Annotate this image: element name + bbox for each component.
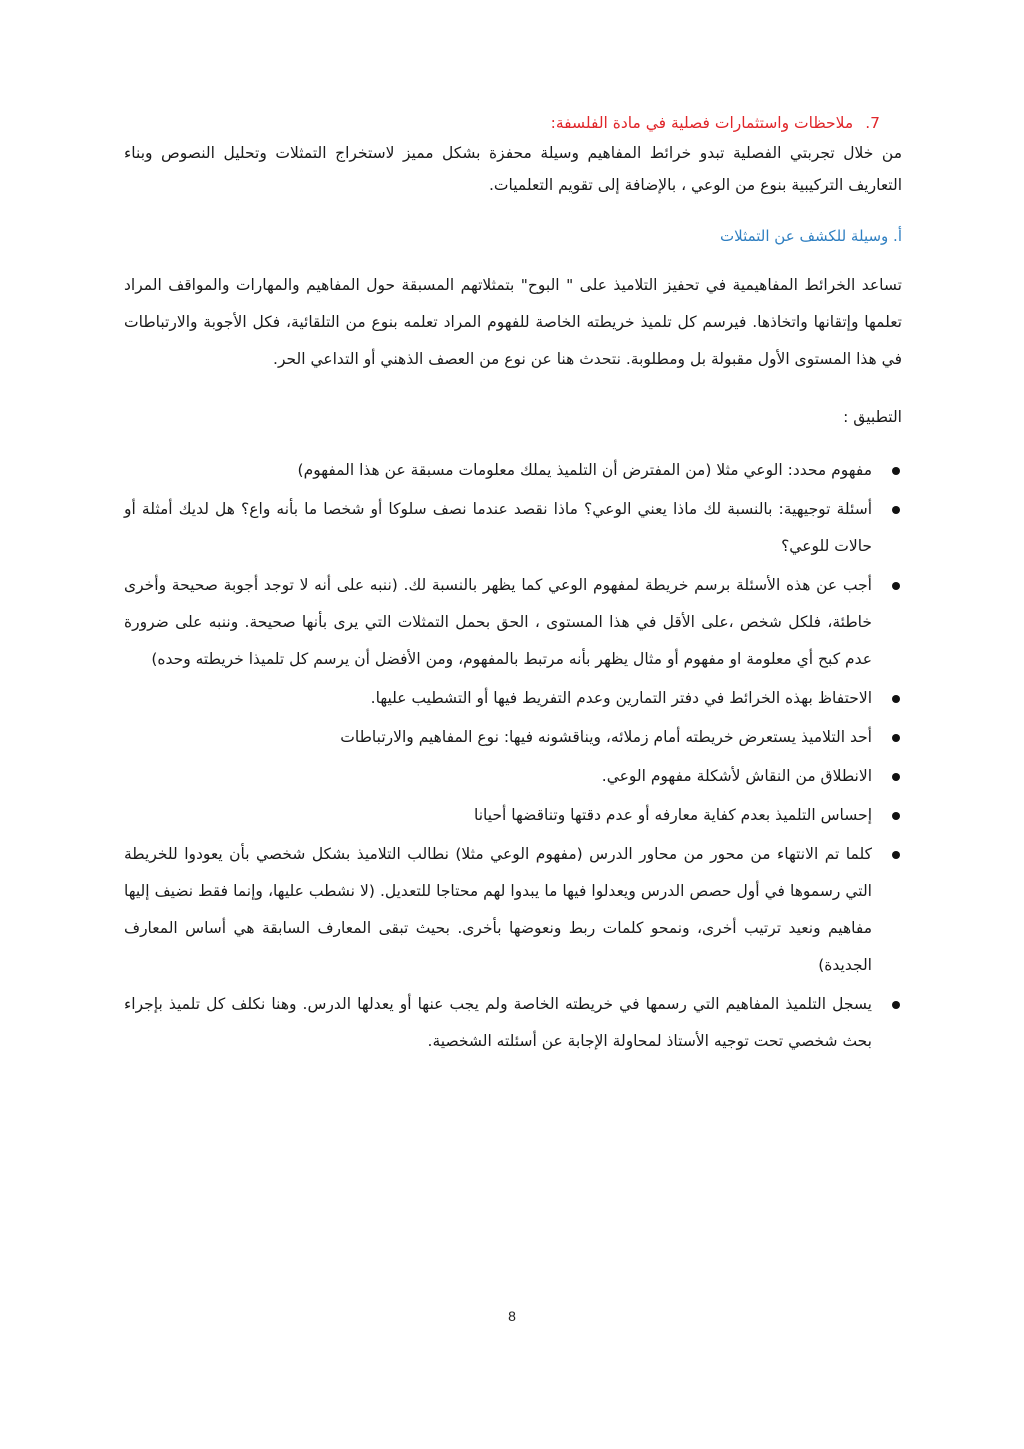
subsection-body-paragraph: تساعد الخرائط المفاهيمية في تحفيز التلاميذ على " البوح" بتمثلاتهم المسبقة حول المفاهيم والمهارات والمواقف المراد تعلمها وإتقانها واتخاذها. فيرسم كل تلميذ خريطته الخاصة للفهوم المراد تعلمه بنوع من التلقائية، فكل الأجوبة والارتباطات في هذا المستوى الأول مقبولة بل ومطلوبة. نتحدث هنا عن نوع من العصف الذهني أو التداعي الحر. (124, 276, 902, 368)
bullet-icon (892, 467, 900, 475)
bullet-icon (892, 851, 900, 859)
list-item (124, 491, 872, 565)
application-label: التطبيق : (843, 408, 902, 426)
bullet-icon (892, 734, 900, 742)
subsection-heading: أ. وسيلة للكشف عن التمثلات (720, 227, 902, 245)
list-item-text: إحساس التلميذ بعدم كفاية معارفه أو عدم دقتها وتناقضها أحيانا (474, 806, 872, 824)
list-item (124, 567, 872, 678)
bullet-icon (892, 506, 900, 514)
list-item (124, 680, 872, 717)
list-item (124, 719, 872, 756)
application-list (124, 452, 902, 1060)
list-item-text: يسجل التلميذ المفاهيم التي رسمها في خريطته الخاصة ولم يجب عنها أو يعدلها الدرس. وهنا نكلف كل تلميذ بإجراء بحث شخصي تحت توجيه الأستاذ لمحاولة الإجابة عن أسئلته الشخصية. (124, 995, 872, 1050)
list-item (124, 758, 872, 795)
list-item-text: مفهوم محدد: الوعي مثلا (من المفترض أن التلميذ يملك معلومات مسبقة عن هذا المفهوم) (297, 461, 872, 479)
section-number: 7. (865, 114, 880, 132)
section-intro-paragraph: من خلال تجربتي الفصلية تبدو خرائط المفاهيم وسيلة محفزة بشكل مميز لاستخراج التمثلات وتحليل النصوص وبناء التعاريف التركيبية بنوع من الوعي ، بالإضافة إلى تقويم التعلميات. (124, 144, 902, 194)
list-item (124, 836, 872, 984)
bullet-icon (892, 812, 900, 820)
list-item (124, 986, 872, 1060)
list-item (124, 452, 872, 489)
list-item-text: الاحتفاظ بهذه الخرائط في دفتر التمارين وعدم التفريط فيها أو التشطيب عليها. (370, 689, 872, 707)
list-item (124, 797, 872, 834)
list-item-text: كلما تم الانتهاء من محور من محاور الدرس (مفهوم الوعي مثلا) نطالب التلاميذ بشكل شخصي بأن يعودوا للخريطة التي رسموها في أول حصص الدرس ويعدلوا فيها ما يبدوا لهم محتاجا للتعديل. (لا نشطب عليها، وإنما فقط نضيف إليها مفاهيم ونعيد ترتيب أخرى، ونمحو كلمات ربط ونعوضها بأخرى. بحيث تبقى المعارف السابقة هي أساس المعارف الجديدة) (124, 845, 872, 974)
list-item-text: أسئلة توجيهية: بالنسبة لك ماذا يعني الوعي؟ ماذا نقصد عندما نصف سلوكا أو شخصا ما بأنه واع؟ هل لديك أمثلة أو حالات للوعي؟ (124, 500, 872, 555)
bullet-icon (892, 773, 900, 781)
list-item-text: أجب عن هذه الأسئلة برسم خريطة لمفهوم الوعي كما يظهر بالنسبة لك. (ننبه على أنه لا توجد أجوبة صحيحة وأخرى خاطئة، فلكل شخص ،على الأقل في هذا المستوى ، الحق بحمل التمثلات التي يرى بأنها صحيحة. وننبه على ضرورة عدم كبح أي معلومة او مفهوم أو مثال يظهر بأنه مرتبط بالمفهوم، ومن الأفضل أن يرسم كل تلميذا خريطته وحده) (124, 576, 872, 668)
bullet-icon (892, 582, 900, 590)
page-number: 8 (508, 1308, 516, 1324)
list-item-text: أحد التلاميذ يستعرض خريطته أمام زملائه، ويناقشونه فيها: نوع المفاهيم والارتباطات (340, 728, 872, 746)
page-content (124, 108, 902, 1062)
section-heading (124, 108, 880, 138)
section-title: ملاحظات واستثمارات فصلية في مادة الفلسفة: (550, 114, 854, 132)
list-item-text: الانطلاق من النقاش لأشكلة مفهوم الوعي. (601, 767, 872, 785)
bullet-icon (892, 1001, 900, 1009)
bullet-icon (892, 695, 900, 703)
